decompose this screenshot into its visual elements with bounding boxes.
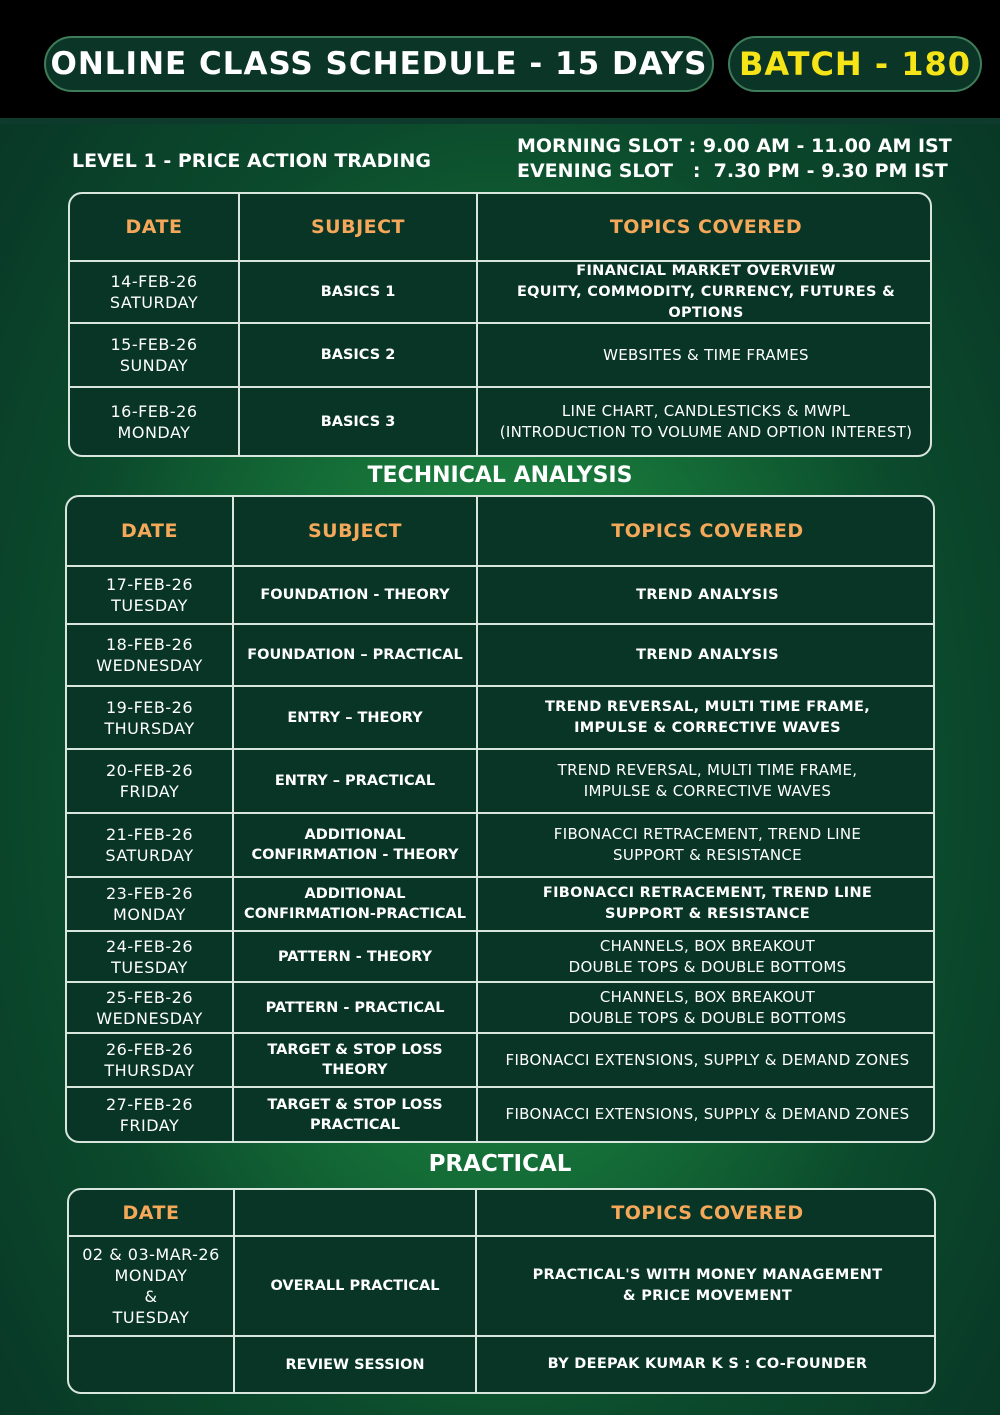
cell-line: FINANCIAL MARKET OVERVIEW (576, 262, 836, 279)
cell-line: 15-FEB-26 (110, 335, 198, 354)
technical-analysis-table (65, 495, 935, 1143)
subject-cell (234, 1088, 478, 1141)
cell-line: FIBONACCI RETRACEMENT, TREND LINE (553, 825, 862, 843)
cell-line: SATURDAY (109, 293, 199, 312)
date-cell (67, 750, 234, 814)
cell-line: PRACTICAL'S WITH MONEY MANAGEMENT (532, 1267, 883, 1283)
subject-cell (234, 983, 478, 1034)
subject-cell (234, 932, 478, 983)
date-cell (70, 324, 240, 388)
batch-badge: BATCH - 180 (728, 36, 982, 92)
cell-line: THEORY (322, 1062, 388, 1078)
cell-line: 27-FEB-26 (105, 1094, 194, 1114)
cell-line: TREND REVERSAL, MULTI TIME FRAME, (557, 761, 858, 779)
cell-line: 21-FEB-26 (105, 825, 194, 844)
cell-line: FIBONACCI RETRACEMENT, TREND LINE (542, 885, 873, 901)
topics-cell (478, 983, 935, 1034)
date-cell (67, 625, 234, 687)
cell-line: 23-FEB-26 (105, 884, 194, 903)
date-cell (70, 262, 240, 324)
cell-line: FOUNDATION – PRACTICAL (247, 647, 463, 663)
cell-line: 25-FEB-26 (105, 987, 194, 1007)
cell-line: 17-FEB-26 (105, 575, 194, 594)
cell-line: TUESDAY (111, 596, 188, 615)
cell-line: OVERALL PRACTICAL (270, 1278, 440, 1294)
cell-line: CONFIRMATION-PRACTICAL (244, 906, 466, 922)
cell-line: IMPULSE & CORRECTIVE WAVES (574, 719, 841, 736)
cell-line: REVIEW SESSION (285, 1356, 425, 1373)
topics-cell (478, 324, 932, 388)
cell-line: TREND ANALYSIS (636, 646, 779, 663)
cell-line: IMPULSE & CORRECTIVE WAVES (583, 782, 832, 800)
topics-cell (478, 932, 935, 983)
cell-line: 02 & 03-MAR-26 (82, 1245, 220, 1264)
cell-line: TREND REVERSAL, MULTI TIME FRAME, (544, 698, 871, 715)
topics-cell (478, 878, 935, 932)
cell-line: 24-FEB-26 (105, 936, 194, 956)
topics-cell (478, 388, 932, 455)
cell-line: SATURDAY (105, 846, 194, 865)
cell-line: ENTRY – PRACTICAL (274, 773, 436, 789)
cell-line: BY DEEPAK KUMAR K S : CO-FOUNDER (547, 1356, 868, 1372)
cell-line: BASICS 3 (320, 413, 396, 430)
level-title: LEVEL 1 - PRICE ACTION TRADING (72, 150, 431, 172)
cell-line: CHANNELS, BOX BREAKOUT (599, 936, 816, 955)
subject-cell (234, 687, 478, 750)
column-header-date: DATE (69, 1190, 235, 1237)
column-header-blank (235, 1190, 477, 1237)
subject-cell (235, 1337, 477, 1392)
cell-line: EQUITY, COMMODITY, CURRENCY, FUTURES & OPTIONS (516, 283, 896, 321)
slot-times (517, 134, 952, 184)
cell-line: FIBONACCI EXTENSIONS, SUPPLY & DEMAND ZONES (505, 1105, 910, 1123)
date-cell (69, 1337, 235, 1392)
topics-cell (478, 814, 935, 878)
subject-cell (240, 388, 478, 455)
date-cell (69, 1237, 235, 1337)
cell-line: & (144, 1287, 158, 1306)
cell-line: WEDNESDAY (96, 1008, 203, 1028)
date-cell (67, 878, 234, 932)
cell-line: FIBONACCI EXTENSIONS, SUPPLY & DEMAND ZONES (505, 1050, 910, 1069)
cell-line: ADDITIONAL (304, 886, 406, 902)
date-cell (67, 1088, 234, 1141)
subject-cell (234, 814, 478, 878)
topics-cell (478, 262, 932, 324)
cell-line: TARGET & STOP LOSS (267, 1042, 443, 1058)
topics-cell (478, 567, 935, 625)
cell-line: TARGET & STOP LOSS (267, 1096, 443, 1113)
subject-cell (234, 878, 478, 932)
subject-cell (234, 567, 478, 625)
subject-cell (235, 1237, 477, 1337)
cell-line: FRIDAY (119, 782, 180, 801)
technical-analysis-title: TECHNICAL ANALYSIS (367, 463, 633, 488)
column-header-topics: TOPICS COVERED (477, 1190, 936, 1237)
date-cell (67, 814, 234, 878)
cell-line: & PRICE MOVEMENT (622, 1288, 793, 1304)
cell-line: SUPPORT & RESISTANCE (605, 906, 810, 922)
cell-line: MONDAY (117, 422, 191, 442)
cell-line: TUESDAY (111, 957, 188, 977)
cell-line: CONFIRMATION - THEORY (251, 847, 459, 863)
date-cell (67, 567, 234, 625)
morning-slot: MORNING SLOT : 9.00 AM - 11.00 AM IST (517, 135, 952, 157)
subject-cell (240, 324, 478, 388)
basics-table (68, 192, 932, 457)
cell-line: WEBSITES & TIME FRAMES (603, 345, 809, 364)
date-cell (67, 687, 234, 750)
column-header-topics: TOPICS COVERED (478, 497, 935, 567)
cell-line: (INTRODUCTION TO VOLUME AND OPTION INTEREST) (499, 422, 913, 441)
cell-line: 14-FEB-26 (110, 272, 198, 291)
topics-cell (478, 687, 935, 750)
cell-line: WEDNESDAY (96, 656, 203, 675)
cell-line: SUNDAY (119, 356, 189, 375)
cell-line: TUESDAY (112, 1308, 190, 1327)
topics-cell (477, 1237, 936, 1337)
topics-cell (478, 1088, 935, 1141)
cell-line: PATTERN - PRACTICAL (265, 999, 445, 1016)
date-cell (70, 388, 240, 455)
cell-line: TREND ANALYSIS (636, 586, 779, 603)
subject-cell (240, 262, 478, 324)
cell-line: CHANNELS, BOX BREAKOUT (599, 987, 816, 1006)
cell-line: ENTRY – THEORY (287, 709, 423, 726)
cell-line: THURSDAY (104, 1061, 195, 1080)
cell-line: DOUBLE TOPS & DOUBLE BOTTOMS (568, 957, 847, 976)
column-header-subject: SUBJECT (234, 497, 478, 567)
column-header-topics: TOPICS COVERED (478, 194, 932, 262)
practical-title: PRACTICAL (428, 1151, 572, 1177)
evening-slot: EVENING SLOT : 7.30 PM - 9.30 PM IST (517, 160, 948, 182)
schedule-title: ONLINE CLASS SCHEDULE - 15 DAYS (44, 36, 714, 92)
cell-line: BASICS 2 (320, 347, 396, 363)
cell-line: PATTERN - THEORY (278, 948, 432, 965)
practical-table (67, 1188, 936, 1394)
cell-line: FOUNDATION - THEORY (260, 587, 450, 603)
column-header-date: DATE (70, 194, 240, 262)
cell-line: MONDAY (114, 1266, 188, 1285)
cell-line: BASICS 1 (320, 284, 396, 300)
cell-line: 18-FEB-26 (105, 635, 194, 654)
topics-cell (478, 750, 935, 814)
cell-line: 19-FEB-26 (105, 697, 194, 717)
subject-cell (234, 625, 478, 687)
cell-line: 26-FEB-26 (105, 1040, 194, 1059)
date-cell (67, 932, 234, 983)
top-banner (0, 0, 1000, 124)
subject-cell (234, 750, 478, 814)
cell-line: MONDAY (113, 905, 186, 924)
cell-line: PRACTICAL (309, 1116, 401, 1133)
cell-line: THURSDAY (104, 718, 195, 738)
date-cell (67, 1034, 234, 1088)
subject-cell (234, 1034, 478, 1088)
cell-line: LINE CHART, CANDLESTICKS & MWPL (561, 401, 851, 420)
column-header-subject: SUBJECT (240, 194, 478, 262)
cell-line: 20-FEB-26 (105, 761, 194, 780)
date-cell (67, 983, 234, 1034)
cell-line: DOUBLE TOPS & DOUBLE BOTTOMS (568, 1008, 847, 1027)
column-header-date: DATE (67, 497, 234, 567)
cell-line: 16-FEB-26 (110, 401, 198, 421)
cell-line: FRIDAY (119, 1115, 180, 1135)
cell-line: ADDITIONAL (304, 827, 406, 843)
cell-line: SUPPORT & RESISTANCE (613, 846, 802, 864)
topics-cell (478, 625, 935, 687)
topics-cell (477, 1337, 936, 1392)
topics-cell (478, 1034, 935, 1088)
